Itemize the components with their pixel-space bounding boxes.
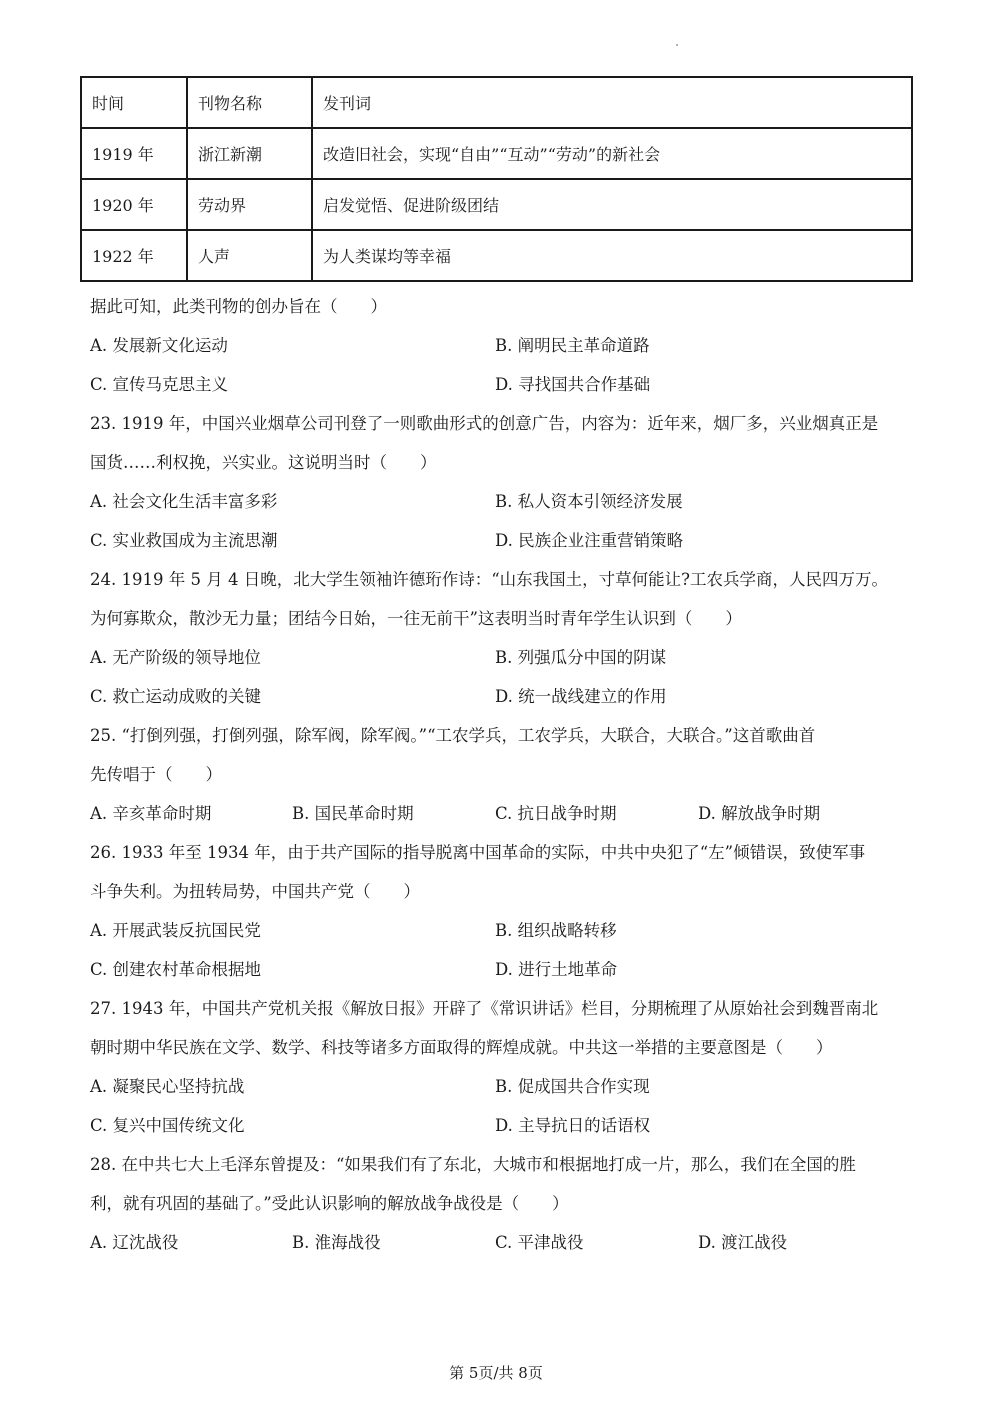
- option-b: B. 淮海战役: [292, 1233, 381, 1252]
- option-c: C. 宣传马克思主义: [90, 375, 229, 394]
- table-cell: 1922 年: [81, 230, 187, 281]
- option-d: D. 进行土地革命: [495, 960, 618, 979]
- table-cell: 劳动界: [187, 179, 312, 230]
- option-a: A. 无产阶级的领导地位: [90, 648, 261, 667]
- table-cell: 人声: [187, 230, 312, 281]
- question-stem: 据此可知，此类刊物的创办旨在（ ）: [90, 297, 387, 316]
- option-a: A. 凝聚民心坚持抗战: [90, 1077, 245, 1096]
- question-stem: 23. 1919 年，中国兴业烟草公司刊登了一则歌曲形式的创意广告，内容为：近年来，烟厂多，兴业烟真正是: [90, 414, 879, 433]
- option-d: D. 解放战争时期: [698, 804, 821, 823]
- question-stem-cont: 先传唱于（ ）: [90, 765, 222, 784]
- table-cell: 1920 年: [81, 179, 187, 230]
- question-stem-cont: 斗争失利。为扭转局势，中国共产党（ ）: [90, 882, 420, 901]
- table-row: [81, 128, 912, 179]
- table-row: [81, 179, 912, 230]
- table-cell: 为人类谋均等幸福: [312, 230, 912, 281]
- option-a: A. 社会文化生活丰富多彩: [90, 492, 278, 511]
- question-stem: 28. 在中共七大上毛泽东曾提及：“如果我们有了东北，大城市和根据地打成一片，那么，我们在全国的胜: [90, 1155, 856, 1174]
- option-b: B. 组织战略转移: [495, 921, 617, 940]
- option-c: C. 复兴中国传统文化: [90, 1116, 245, 1135]
- question-stem: 26. 1933 年至 1934 年，由于共产国际的指导脱离中国革命的实际，中共中央犯了“左”倾错误，致使军事: [90, 843, 866, 862]
- option-d: D. 寻找国共合作基础: [495, 375, 651, 394]
- option-d: D. 统一战线建立的作用: [495, 687, 667, 706]
- option-c: C. 救亡运动成败的关键: [90, 687, 262, 706]
- option-a: A. 发展新文化运动: [90, 336, 228, 355]
- publication-table: [80, 76, 913, 282]
- option-d: D. 主导抗日的话语权: [495, 1116, 651, 1135]
- table-cell: 启发觉悟、促进阶级团结: [312, 179, 912, 230]
- page-footer: 第 5页/共 8页: [449, 1364, 543, 1382]
- question-stem-cont: 国货……利权挽，兴实业。这说明当时（ ）: [90, 453, 437, 472]
- table-header-cell: 时间: [81, 77, 187, 128]
- option-b: B. 私人资本引领经济发展: [495, 492, 683, 511]
- question-stem: 25. “打倒列强，打倒列强，除军阀，除军阀。”“工农学兵，工农学兵，大联合，大联合。”这首歌曲首: [90, 726, 816, 745]
- question-stem-cont: 利，就有巩固的基础了。”受此认识影响的解放战争战役是（ ）: [90, 1194, 569, 1213]
- scan-dot: [676, 44, 678, 46]
- option-c: C. 实业救国成为主流思潮: [90, 531, 278, 550]
- table-header-cell: 刊物名称: [187, 77, 312, 128]
- table-header-cell: 发刊词: [312, 77, 912, 128]
- option-b: B. 促成国共合作实现: [495, 1077, 650, 1096]
- option-b: B. 列强瓜分中国的阴谋: [495, 648, 667, 667]
- question-stem-cont: 为何寡欺众，散沙无力量；团结今日始，一往无前干”这表明当时青年学生认识到（ ）: [90, 609, 742, 628]
- table-cell: 1919 年: [81, 128, 187, 179]
- option-a: A. 辽沈战役: [90, 1233, 179, 1252]
- question-stem: 24. 1919 年 5 月 4 日晚，北大学生领袖许德珩作诗：“山东我国土，寸草何能让?工农兵学商，人民四万万。: [90, 570, 888, 589]
- option-c: C. 抗日战争时期: [495, 804, 617, 823]
- option-d: D. 渡江战役: [698, 1233, 788, 1252]
- question-stem: 27. 1943 年，中国共产党机关报《解放日报》开辟了《常识讲话》栏目，分期梳理了从原始社会到魏晋南北: [90, 999, 879, 1018]
- option-d: D. 民族企业注重营销策略: [495, 531, 684, 550]
- table-header-row: [81, 77, 912, 128]
- table-cell: 改造旧社会，实现“自由”“互动”“劳动”的新社会: [312, 128, 912, 179]
- option-a: A. 开展武装反抗国民党: [90, 921, 261, 940]
- option-b: B. 阐明民主革命道路: [495, 336, 650, 355]
- option-b: B. 国民革命时期: [292, 804, 414, 823]
- question-stem-cont: 朝时期中华民族在文学、数学、科技等诸多方面取得的辉煌成就。中共这一举措的主要意图是（ ）: [90, 1038, 833, 1057]
- table-cell: 浙江新潮: [187, 128, 312, 179]
- option-c: C. 创建农村革命根据地: [90, 960, 262, 979]
- option-a: A. 辛亥革命时期: [90, 804, 212, 823]
- table-row: [81, 230, 912, 281]
- option-c: C. 平津战役: [495, 1233, 584, 1252]
